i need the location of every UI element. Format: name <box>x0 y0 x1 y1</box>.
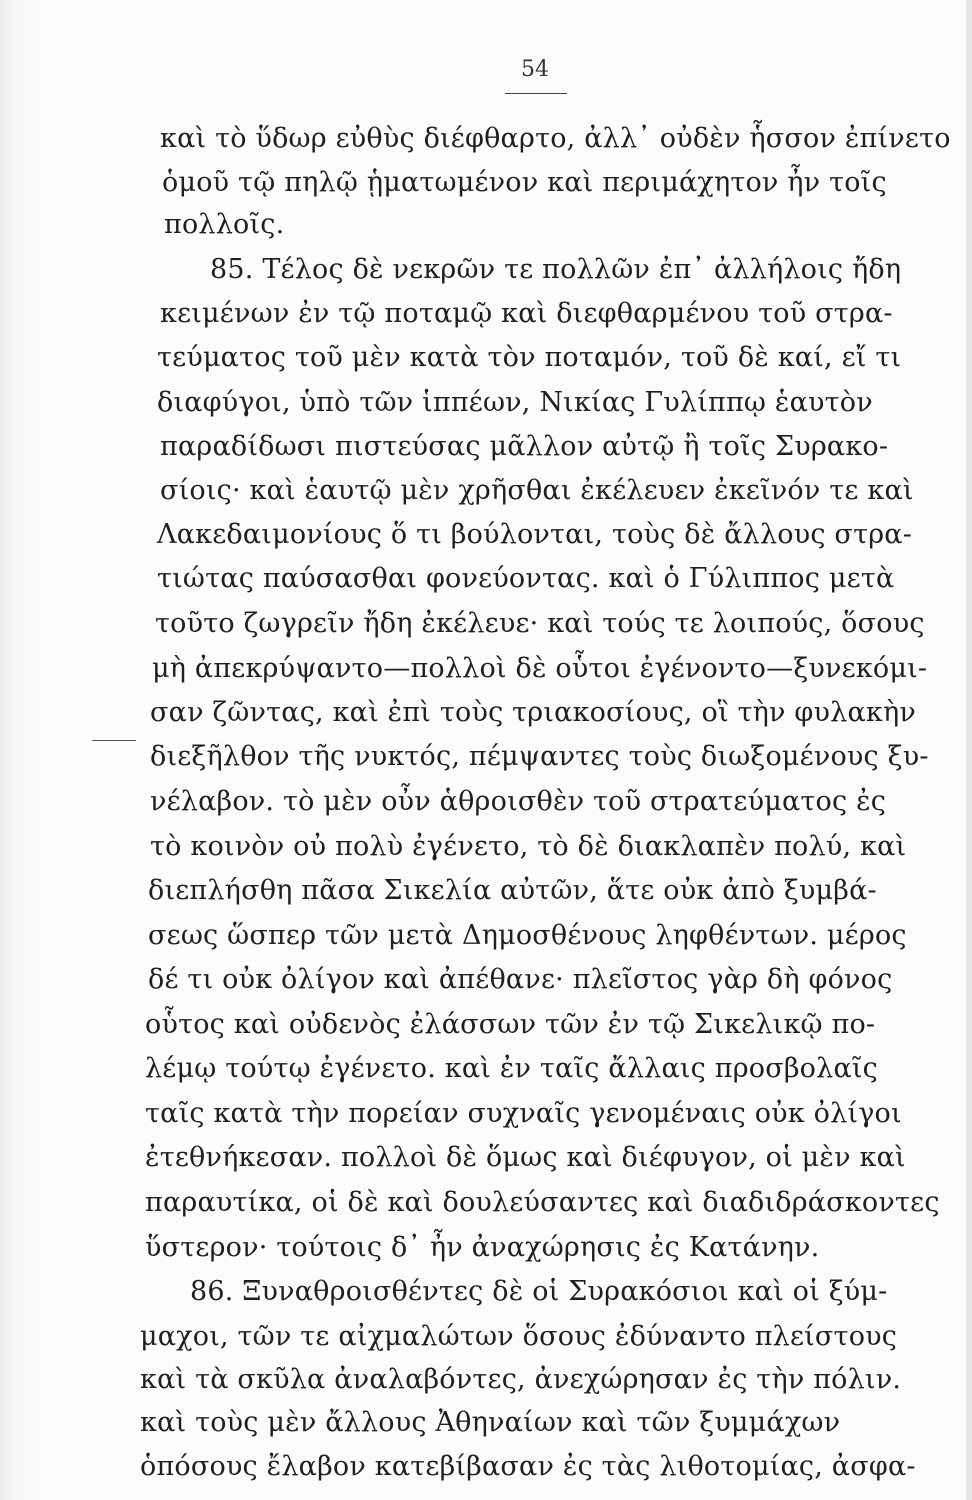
text-line <box>0 1136 972 1180</box>
text-line-content: καὶ τὰ σκῦλα ἀναλαβόντες, ἀνεχώρησαν ἐς τὴν πόλιν. <box>140 1364 902 1395</box>
text-line-content: τιώτας παύσασθαι φονεύοντας. καὶ ὁ Γύλιππος μετὰ <box>157 563 895 594</box>
text-line-content: πολλοῖς. <box>164 209 285 240</box>
text-line-content: Λακεδαιμονίους ὅ τι βούλονται, τοὺς δὲ ἄλλους στρα- <box>157 519 913 550</box>
text-line <box>0 1270 972 1314</box>
text-line-content: τὸ κοινὸν οὐ πολὺ ἐγένετο, τὸ δὲ διακλαπὲν πολύ, καὶ <box>150 831 907 862</box>
text-line <box>0 1401 972 1445</box>
text-line <box>0 1226 972 1270</box>
text-line <box>0 1315 972 1359</box>
text-line-content: ἐτεθνήκεσαν. πολλοὶ δὲ ὅμως καὶ διέφυγον, οἱ μὲν καὶ <box>145 1142 906 1173</box>
text-line <box>0 1181 972 1225</box>
text-line-content: ὁμοῦ τῷ πηλῷ ᾑματωμένον καὶ περιμάχητον ἦν τοῖς <box>162 167 887 198</box>
text-line <box>0 117 972 161</box>
text-line-content: μὴ ἀπεκρύψαντο—πολλοὶ δὲ οὗτοι ἐγένοντο—ξυνεκόμι- <box>152 653 928 684</box>
text-line <box>0 958 972 1002</box>
text-line <box>0 469 972 513</box>
text-line-content: 86. Ξυναθροισθέντες δὲ οἱ Συρακόσιοι καὶ οἱ ξύμ- <box>190 1276 888 1307</box>
text-line <box>0 336 972 380</box>
text-line <box>0 425 972 469</box>
text-line-content: παραυτίκα, οἱ δὲ καὶ δουλεύσαντες καὶ διαδιδράσκοντες <box>145 1187 940 1218</box>
text-line-content: κειμένων ἐν τῷ ποταμῷ καὶ διεφθαρμένου τοῦ στρα- <box>160 298 893 329</box>
text-line-content: δέ τι οὐκ ὀλίγον καὶ ἀπέθανε· πλεῖστος γὰρ δὴ φόνος <box>148 964 893 995</box>
text-line-content: παραδίδωσι πιστεύσας μᾶλλον αὐτῷ ἢ τοῖς Συρακο- <box>160 431 889 462</box>
text-line <box>0 1092 972 1136</box>
text-line <box>0 381 972 425</box>
text-line-content: διεπλήσθη πᾶσα Σικελία αὐτῶν, ἅτε οὐκ ἀπὸ ξυμβά- <box>148 875 877 906</box>
text-line-content: σεως ὥσπερ τῶν μετὰ Δημοσθένους ληφθέντων. μέρος <box>148 920 907 951</box>
text-line-content: ταῖς κατὰ τὴν πορείαν συχναῖς γενομέναις οὐκ ὀλίγοι <box>145 1098 902 1129</box>
text-line-content: ὕστερον· τούτοις δ᾽ ἦν ἀναχώρησις ἐς Κατάνην. <box>145 1232 820 1263</box>
text-line <box>0 248 972 292</box>
text-line-content: ὁπόσους ἔλαβον κατεβίβασαν ἐς τὰς λιθοτομίας, ἀσφα- <box>140 1451 916 1482</box>
text-line-content: διεξῆλθον τῆς νυκτός, πέμψαντες τοὺς διωξομένους ξυ- <box>150 741 929 772</box>
text-line <box>0 513 972 557</box>
text-line <box>0 292 972 336</box>
text-line <box>0 602 972 646</box>
page-number: 54 <box>521 57 549 82</box>
text-line <box>0 1358 972 1402</box>
text-line-content: καὶ τοὺς μὲν ἄλλους Ἀθηναίων καὶ τῶν ξυμμάχων <box>140 1407 841 1438</box>
text-line <box>0 1445 972 1489</box>
text-line-content: τοῦτο ζωγρεῖν ἤδη ἐκέλευε· καὶ τούς τε λοιπούς, ὅσους <box>155 608 925 639</box>
text-line-content: καὶ τὸ ὕδωρ εὐθὺς διέφθαρτο, ἀλλ᾽ οὐδὲν ἧσσον ἐπίνετο <box>160 123 951 154</box>
text-line <box>0 1003 972 1047</box>
text-line-content: νέλαβον. τὸ μὲν οὖν ἁθροισθὲν τοῦ στρατεύματος ἐς <box>150 786 887 817</box>
text-line-content: σαν ζῶντας, καὶ ἐπὶ τοὺς τριακοσίους, οἳ τὴν φυλακὴν <box>150 697 916 728</box>
text-line-content: μαχοι, τῶν τε αἰχμαλώτων ὅσους ἐδύναντο πλείστους <box>140 1321 898 1352</box>
text-line-content: οὗτος καὶ οὐδενὸς ἐλάσσων τῶν ἐν τῷ Σικελικῷ πο- <box>145 1009 876 1040</box>
text-line <box>0 825 972 869</box>
page-number-rule <box>505 93 567 94</box>
text-line <box>0 557 972 601</box>
text-line <box>0 735 972 779</box>
text-line <box>0 203 972 247</box>
text-line-content: τεύματος τοῦ μὲν κατὰ τὸν ποταμόν, τοῦ δὲ καί, εἴ τι <box>157 342 902 373</box>
text-line-content: 85. Τέλος δὲ νεκρῶν τε πολλῶν ἐπ᾽ ἀλλήλοις ἤδη <box>210 254 902 285</box>
text-line <box>0 914 972 958</box>
text-line <box>0 780 972 824</box>
text-line <box>0 647 972 691</box>
text-line-content: σίοις· καὶ ἑαυτῷ μὲν χρῆσθαι ἐκέλευεν ἐκεῖνόν τε καὶ <box>160 475 914 506</box>
text-line-content: διαφύγοι, ὑπὸ τῶν ἱππέων, Νικίας Γυλίππῳ ἑαυτὸν <box>157 387 873 418</box>
text-line <box>0 1047 972 1091</box>
text-line-content: λέμῳ τούτῳ ἐγένετο. καὶ ἐν ταῖς ἄλλαις προσβολαῖς <box>145 1053 878 1084</box>
text-line <box>0 869 972 913</box>
text-line <box>0 161 972 205</box>
text-line <box>0 691 972 735</box>
